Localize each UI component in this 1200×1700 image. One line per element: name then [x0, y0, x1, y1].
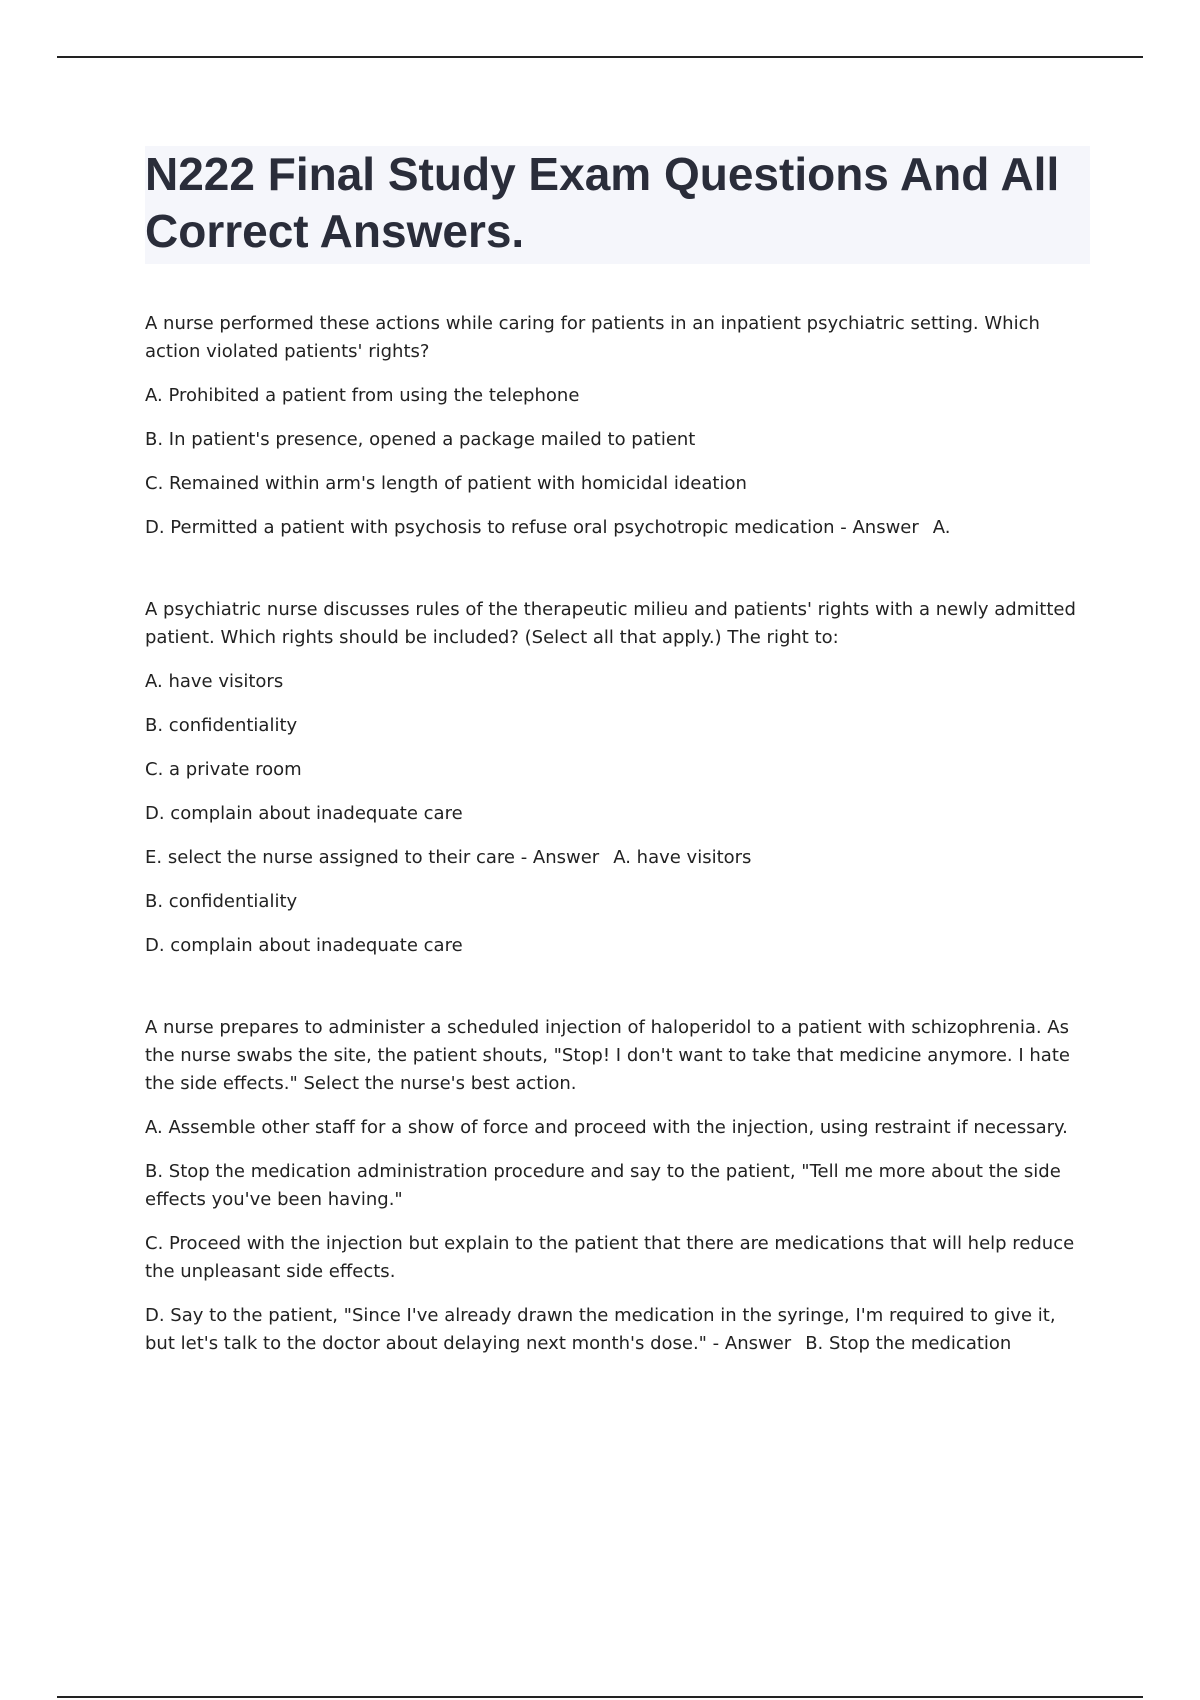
answer-text: B. Stop the medication [805, 1333, 1012, 1354]
option-d-with-answer [145, 514, 1090, 542]
title-box [145, 146, 1090, 264]
question-stem: A nurse performed these actions while caring for patients in an inpatient psychiatric setting. Which action violated patients' rights? [145, 313, 1040, 362]
option-c: C. a private room [145, 759, 302, 780]
document-content [145, 146, 1090, 1412]
answer-text: A. have visitors [613, 847, 752, 868]
option-b: B. confidentiality [145, 715, 298, 736]
option-c: C. Proceed with the injection but explain to the patient that there are medications that will help reduce the unpleasant side effects. [145, 1233, 1075, 1282]
option-c: C. Remained within arm's length of patient with homicidal ideation [145, 473, 747, 494]
option-d: D. complain about inadequate care [145, 803, 463, 824]
option-a: A. Prohibited a patient from using the telephone [145, 385, 580, 406]
option-e-with-answer [145, 844, 1090, 872]
answer-line: B. confidentiality [145, 891, 298, 912]
option-b: B. Stop the medication administration procedure and say to the patient, "Tell me more about the side effects you've been having." [145, 1161, 1061, 1210]
answer-text: A. [932, 517, 951, 538]
option-d: D. Permitted a patient with psychosis to refuse oral psychotropic medication - Answer [145, 517, 919, 538]
top-rule [57, 56, 1143, 58]
option-a: A. Assemble other staff for a show of force and proceed with the injection, using restraint if necessary. [145, 1117, 1068, 1138]
question-stem: A nurse prepares to administer a scheduled injection of haloperidol to a patient with schizophrenia. As the nurse swabs the site, the patient shouts, "Stop! I don't want to take that medicine anymore. I hate the side effects." Select the nurse's best action. [145, 1017, 1070, 1094]
question-2 [145, 596, 1090, 960]
answer-line: D. complain about inadequate care [145, 935, 463, 956]
bottom-rule [57, 1696, 1143, 1698]
question-stem: A psychiatric nurse discusses rules of the therapeutic milieu and patients' rights with a newly admitted patient. Which rights should be included? (Select all that apply.) The right to: [145, 599, 1076, 648]
option-d: D. Say to the patient, "Since I've already drawn the medication in the syringe, I'm required to give it, but let's talk to the doctor about delaying next month's dose." - Answer [145, 1305, 1056, 1354]
page-title: N222 Final Study Exam Questions And All Correct Answers. [145, 148, 1060, 257]
question-1 [145, 310, 1090, 542]
option-a: A. have visitors [145, 671, 284, 692]
option-d-with-answer [145, 1302, 1090, 1358]
question-3 [145, 1014, 1090, 1358]
option-e: E. select the nurse assigned to their care - Answer [145, 847, 600, 868]
option-b: B. In patient's presence, opened a package mailed to patient [145, 429, 696, 450]
